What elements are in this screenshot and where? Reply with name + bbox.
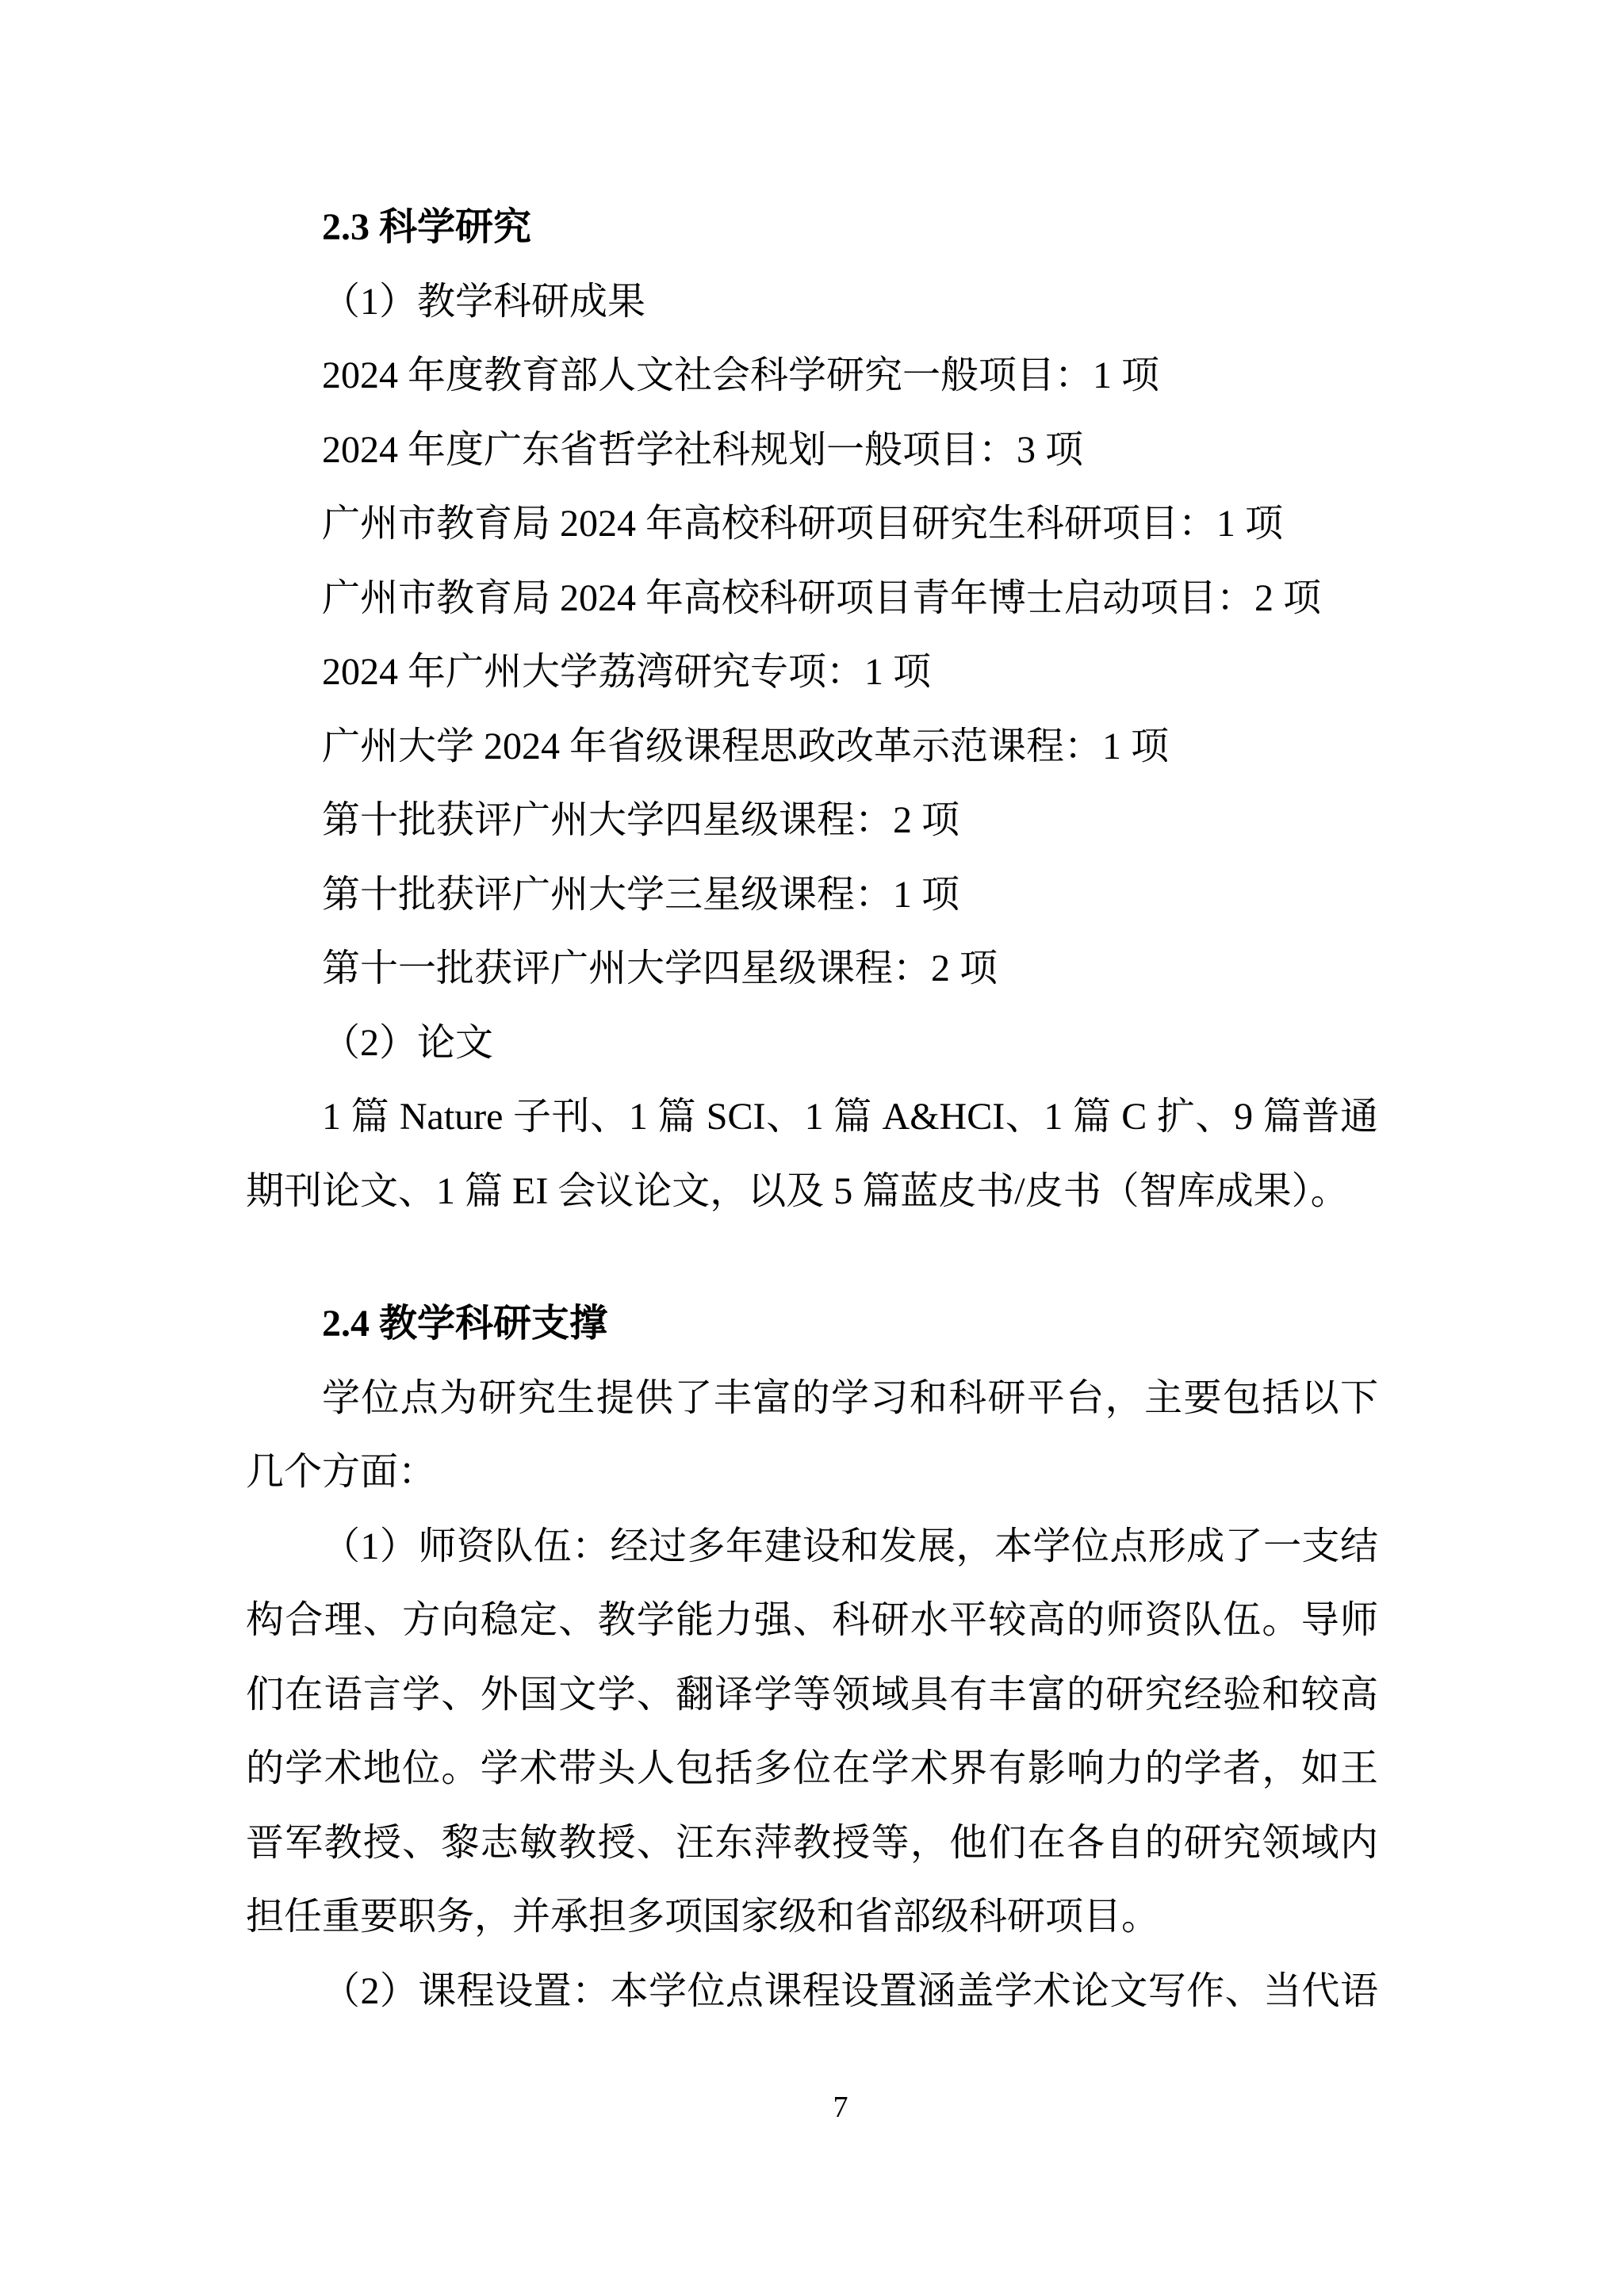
text-line-project-1: 2024 年度教育部人文社会科学研究一般项目：1 项 xyxy=(322,354,1160,396)
text-line-project-3: 广州市教育局 2024 年高校科研项目研究生科研项目：1 项 xyxy=(322,503,1284,545)
text-line-papers-2: 期刊论文、1 篇 EI 会议论文，以及 5 篇蓝皮书/皮书（智库成果）。 xyxy=(246,1169,1349,1212)
text-line-papers-1: 1 篇 Nature 子刊、1 篇 SCI、1 篇 A&HCI、1 篇 C 扩、9 篇普通 xyxy=(322,1096,1378,1138)
text-line-faculty-6: 担任重要职务，并承担多项国家级和省部级科研项目。 xyxy=(246,1896,1160,1938)
section-heading-2-4: 2.4 教学科研支撑 xyxy=(322,1303,608,1345)
text-line-papers-label: （2）论文 xyxy=(322,1021,494,1064)
text-line-achievements-label: （1）教学科研成果 xyxy=(322,280,646,323)
text-line-course-3: 第十一批获评广州大学四星级课程：2 项 xyxy=(322,947,998,989)
text-line-curriculum-1: （2）课程设置：本学位点课程设置涵盖学术论文写作、当代语 xyxy=(322,1969,1378,2012)
text-line-project-4: 广州市教育局 2024 年高校科研项目青年博士启动项目：2 项 xyxy=(322,576,1322,619)
text-line-faculty-3: 们在语言学、外国文学、翻译学等领域具有丰富的研究经验和较高 xyxy=(246,1673,1378,1716)
page-number: 7 xyxy=(833,2091,848,2124)
text-line-faculty-5: 晋军教授、黎志敏教授、汪东萍教授等，他们在各自的研究领域内 xyxy=(246,1821,1378,1864)
text-line-faculty-2: 构合理、方向稳定、教学能力强、科研水平较高的师资队伍。导师 xyxy=(246,1599,1378,1641)
text-line-support-intro-2: 几个方面： xyxy=(246,1451,437,1493)
text-line-project-6: 广州大学 2024 年省级课程思政改革示范课程：1 项 xyxy=(322,725,1170,767)
text-line-project-5: 2024 年广州大学荔湾研究专项：1 项 xyxy=(322,651,932,693)
text-line-course-1: 第十批获评广州大学四星级课程：2 项 xyxy=(322,799,960,841)
text-line-support-intro-1: 学位点为研究生提供了丰富的学习和科研平台，主要包括以下 xyxy=(322,1376,1378,1419)
text-line-faculty-4: 的学术地位。学术带头人包括多位在学术界有影响力的学者，如王 xyxy=(246,1747,1378,1789)
text-line-faculty-1: （1）师资队伍：经过多年建设和发展，本学位点形成了一支结 xyxy=(322,1525,1378,1567)
text-line-project-2: 2024 年度广东省哲学社科规划一般项目：3 项 xyxy=(322,428,1084,471)
section-heading-2-3: 2.3 科学研究 xyxy=(322,206,532,248)
text-line-course-2: 第十批获评广州大学三星级课程：1 项 xyxy=(322,873,960,916)
